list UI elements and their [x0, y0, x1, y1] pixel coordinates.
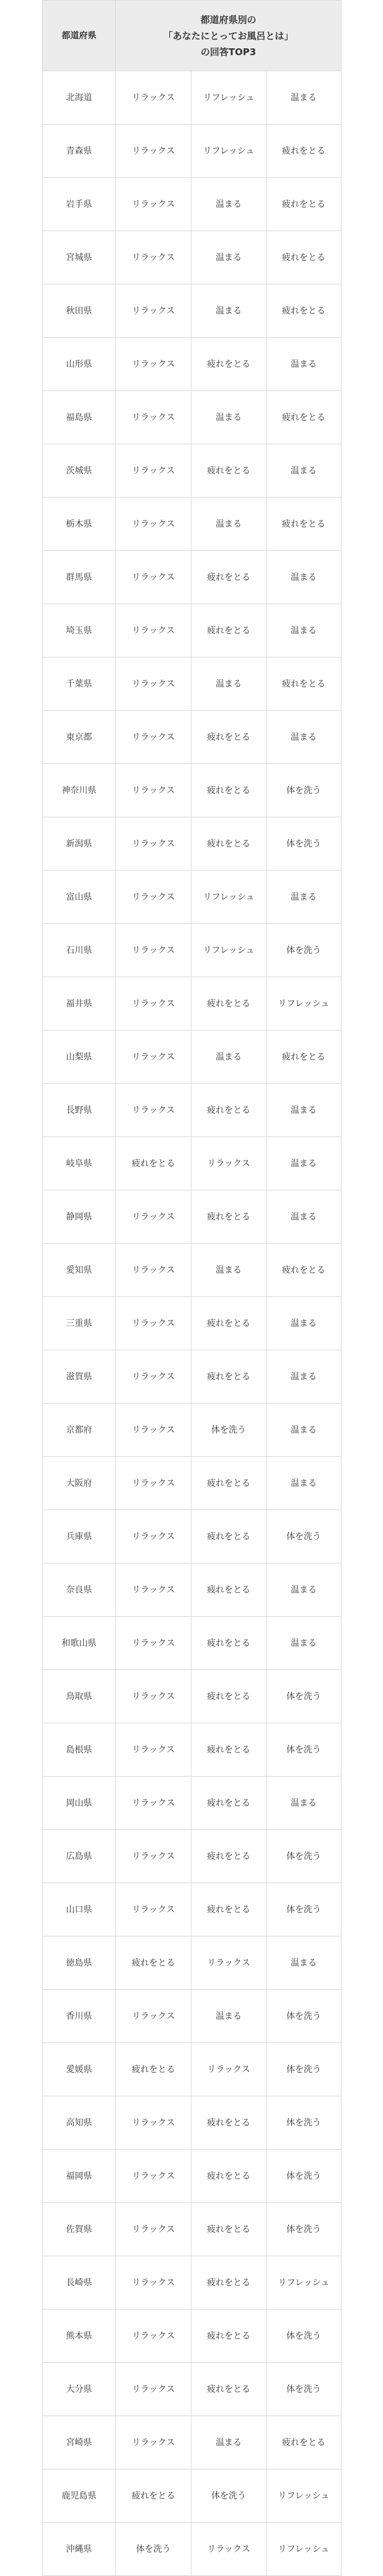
rank2-cell: 体を洗う	[192, 1404, 266, 1457]
rank1-cell: リラックス	[116, 284, 192, 338]
table-row	[43, 1883, 341, 1936]
table-header-row	[43, 1, 341, 71]
prefecture-cell: 山梨県	[43, 1031, 116, 1084]
rank3-cell: 疲れをとる	[266, 2416, 341, 2469]
rank3-cell: 疲れをとる	[266, 231, 341, 284]
prefecture-cell: 愛媛県	[43, 2043, 116, 2096]
prefecture-cell: 宮崎県	[43, 2416, 116, 2469]
rank3-cell: 体を洗う	[266, 2150, 341, 2203]
table-row	[43, 1777, 341, 1830]
rank1-cell: リラックス	[116, 2310, 192, 2363]
table-row	[43, 551, 341, 604]
rank1-cell: 疲れをとる	[116, 2469, 192, 2523]
rank3-cell: 体を洗う	[266, 1883, 341, 1936]
rank1-cell: 疲れをとる	[116, 2043, 192, 2096]
table-row	[43, 125, 341, 178]
prefecture-cell: 茨城県	[43, 444, 116, 498]
table-row	[43, 2363, 341, 2416]
prefecture-cell: 福島県	[43, 391, 116, 444]
rank3-cell: 温まる	[266, 551, 341, 604]
prefecture-cell: 栃木県	[43, 498, 116, 551]
rank1-cell: リラックス	[116, 764, 192, 817]
table-row	[43, 1990, 341, 2043]
table-row	[43, 2523, 341, 2576]
prefecture-cell: 香川県	[43, 1990, 116, 2043]
rank1-cell: 体を洗う	[116, 2523, 192, 2576]
table-row	[43, 71, 341, 125]
rank1-cell: 疲れをとる	[116, 1936, 192, 1990]
prefecture-cell: 岐阜県	[43, 1137, 116, 1190]
prefecture-cell: 滋賀県	[43, 1350, 116, 1404]
rank1-cell: リラックス	[116, 498, 192, 551]
rank2-cell: 温まる	[192, 1244, 266, 1297]
rank3-cell: 温まる	[266, 1617, 341, 1670]
prefecture-cell: 山形県	[43, 338, 116, 391]
table-row	[43, 2416, 341, 2469]
prefecture-cell: 沖縄県	[43, 2523, 116, 2576]
rank3-cell: 疲れをとる	[266, 284, 341, 338]
rank2-cell: 疲れをとる	[192, 1084, 266, 1137]
table-row	[43, 1084, 341, 1137]
prefecture-cell: 静岡県	[43, 1190, 116, 1244]
rank2-cell: 疲れをとる	[192, 2363, 266, 2416]
rank2-cell: 疲れをとる	[192, 444, 266, 498]
rank1-cell: リラックス	[116, 1457, 192, 1510]
table-row	[43, 2469, 341, 2523]
prefecture-bath-ranking-table	[42, 0, 341, 2576]
rank2-cell: 疲れをとる	[192, 1617, 266, 1670]
prefecture-cell: 福井県	[43, 977, 116, 1031]
rank1-cell: リラックス	[116, 444, 192, 498]
prefecture-cell: 長野県	[43, 1084, 116, 1137]
rank3-cell: 体を洗う	[266, 1510, 341, 1563]
table-row	[43, 1190, 341, 1244]
rank2-cell: 疲れをとる	[192, 338, 266, 391]
prefecture-cell: 埼玉県	[43, 604, 116, 657]
rank3-cell: 疲れをとる	[266, 498, 341, 551]
table-row	[43, 444, 341, 498]
rank1-cell: リラックス	[116, 551, 192, 604]
rank3-cell: リフレッシュ	[266, 2523, 341, 2576]
rank2-cell: 疲れをとる	[192, 1190, 266, 1244]
rank3-cell: 体を洗う	[266, 2310, 341, 2363]
rank1-cell: リラックス	[116, 977, 192, 1031]
rank1-cell: リラックス	[116, 2096, 192, 2150]
table-row	[43, 284, 341, 338]
prefecture-cell: 鳥取県	[43, 1670, 116, 1723]
prefecture-cell: 秋田県	[43, 284, 116, 338]
rank2-cell: 温まる	[192, 1990, 266, 2043]
rank2-cell: 疲れをとる	[192, 1883, 266, 1936]
rank3-cell: 温まる	[266, 604, 341, 657]
rank1-cell: リラックス	[116, 338, 192, 391]
rank2-cell: 温まる	[192, 2416, 266, 2469]
table-row	[43, 391, 341, 444]
table-row	[43, 977, 341, 1031]
prefecture-cell: 鹿児島県	[43, 2469, 116, 2523]
prefecture-cell: 愛知県	[43, 1244, 116, 1297]
rank1-cell: リラックス	[116, 2203, 192, 2256]
rank2-cell: 疲れをとる	[192, 1457, 266, 1510]
rank1-cell: リラックス	[116, 71, 192, 125]
prefecture-cell: 佐賀県	[43, 2203, 116, 2256]
rank2-cell: 疲れをとる	[192, 2150, 266, 2203]
rank1-cell: リラックス	[116, 924, 192, 977]
table-row	[43, 2043, 341, 2096]
rank3-cell: 疲れをとる	[266, 178, 341, 231]
rank2-cell: 疲れをとる	[192, 711, 266, 764]
table-row	[43, 1830, 341, 1883]
prefecture-cell: 山口県	[43, 1883, 116, 1936]
rank1-cell: 疲れをとる	[116, 1137, 192, 1190]
table-row	[43, 1350, 341, 1404]
rank2-cell: 温まる	[192, 498, 266, 551]
rank3-cell: 疲れをとる	[266, 1031, 341, 1084]
table-header	[43, 1, 341, 71]
table-row	[43, 1563, 341, 1617]
table-row	[43, 1510, 341, 1563]
prefecture-cell: 大分県	[43, 2363, 116, 2416]
table-row	[43, 338, 341, 391]
rank3-cell: 温まる	[266, 1350, 341, 1404]
rank3-cell: 体を洗う	[266, 1990, 341, 2043]
table-row	[43, 1936, 341, 1990]
rank2-cell: 温まる	[192, 1031, 266, 1084]
table-row	[43, 2150, 341, 2203]
table-row	[43, 178, 341, 231]
rank2-cell: 疲れをとる	[192, 2203, 266, 2256]
rank3-cell: 体を洗う	[266, 764, 341, 817]
rank3-cell: 体を洗う	[266, 2043, 341, 2096]
rank3-cell: 温まる	[266, 1190, 341, 1244]
prefecture-cell: 兵庫県	[43, 1510, 116, 1563]
table-row	[43, 1617, 341, 1670]
rank2-cell: 温まる	[192, 231, 266, 284]
ranking-table-container	[42, 0, 341, 2576]
table-row	[43, 1297, 341, 1350]
prefecture-cell: 和歌山県	[43, 1617, 116, 1670]
rank1-cell: リラックス	[116, 817, 192, 871]
rank1-cell: リラックス	[116, 657, 192, 711]
rank1-cell: リラックス	[116, 1244, 192, 1297]
table-row	[43, 1670, 341, 1723]
rank2-cell: 温まる	[192, 284, 266, 338]
rank3-cell: 温まる	[266, 444, 341, 498]
prefecture-cell: 宮城県	[43, 231, 116, 284]
rank2-cell: リフレッシュ	[192, 924, 266, 977]
rank2-cell: 疲れをとる	[192, 1297, 266, 1350]
prefecture-cell: 富山県	[43, 871, 116, 924]
rank1-cell: リラックス	[116, 1031, 192, 1084]
rank3-cell: 体を洗う	[266, 924, 341, 977]
rank2-cell: リラックス	[192, 1936, 266, 1990]
prefecture-cell: 新潟県	[43, 817, 116, 871]
header-prefecture: 都道府県	[43, 1, 116, 71]
rank1-cell: リラックス	[116, 1297, 192, 1350]
table-row	[43, 1457, 341, 1510]
prefecture-cell: 神奈川県	[43, 764, 116, 817]
rank1-cell: リラックス	[116, 1563, 192, 1617]
rank2-cell: 疲れをとる	[192, 604, 266, 657]
rank2-cell: リフレッシュ	[192, 871, 266, 924]
rank3-cell: 体を洗う	[266, 2203, 341, 2256]
table-row	[43, 2256, 341, 2310]
rank3-cell: 温まる	[266, 871, 341, 924]
rank1-cell: リラックス	[116, 231, 192, 284]
rank2-cell: 疲れをとる	[192, 2256, 266, 2310]
prefecture-cell: 島根県	[43, 1723, 116, 1777]
table-row	[43, 498, 341, 551]
rank1-cell: リラックス	[116, 2363, 192, 2416]
rank3-cell: 温まる	[266, 1084, 341, 1137]
table-row	[43, 231, 341, 284]
table-row	[43, 2203, 341, 2256]
table-row	[43, 2310, 341, 2363]
prefecture-cell: 三重県	[43, 1297, 116, 1350]
header-top3-line3: の回答TOP3	[200, 46, 257, 58]
table-row	[43, 764, 341, 817]
rank3-cell: 温まる	[266, 1563, 341, 1617]
prefecture-cell: 福岡県	[43, 2150, 116, 2203]
rank3-cell: リフレッシュ	[266, 2469, 341, 2523]
rank2-cell: 体を洗う	[192, 2469, 266, 2523]
rank2-cell: 疲れをとる	[192, 1563, 266, 1617]
rank1-cell: リラックス	[116, 1883, 192, 1936]
rank2-cell: リラックス	[192, 2523, 266, 2576]
rank3-cell: 温まる	[266, 1404, 341, 1457]
prefecture-cell: 長崎県	[43, 2256, 116, 2310]
rank2-cell: 温まる	[192, 391, 266, 444]
rank2-cell: 疲れをとる	[192, 2310, 266, 2363]
prefecture-cell: 大阪府	[43, 1457, 116, 1510]
rank2-cell: 疲れをとる	[192, 1723, 266, 1777]
rank3-cell: リフレッシュ	[266, 977, 341, 1031]
rank3-cell: 温まる	[266, 1297, 341, 1350]
rank1-cell: リラックス	[116, 1617, 192, 1670]
rank3-cell: リフレッシュ	[266, 2256, 341, 2310]
rank1-cell: リラックス	[116, 2150, 192, 2203]
rank1-cell: リラックス	[116, 2256, 192, 2310]
prefecture-cell: 青森県	[43, 125, 116, 178]
rank1-cell: リラックス	[116, 711, 192, 764]
rank3-cell: 温まる	[266, 1777, 341, 1830]
rank3-cell: 温まる	[266, 338, 341, 391]
rank1-cell: リラックス	[116, 391, 192, 444]
rank3-cell: 体を洗う	[266, 1723, 341, 1777]
table-row	[43, 657, 341, 711]
header-top3-title	[116, 1, 341, 71]
table-row	[43, 1244, 341, 1297]
header-top3-line1: 都道府県別の	[200, 14, 257, 25]
prefecture-cell: 北海道	[43, 71, 116, 125]
rank3-cell: 体を洗う	[266, 817, 341, 871]
rank1-cell: リラックス	[116, 1723, 192, 1777]
rank2-cell: 疲れをとる	[192, 1777, 266, 1830]
table-row	[43, 1404, 341, 1457]
table-row	[43, 1723, 341, 1777]
table-row	[43, 711, 341, 764]
rank3-cell: 体を洗う	[266, 2363, 341, 2416]
rank3-cell: 疲れをとる	[266, 391, 341, 444]
rank2-cell: 疲れをとる	[192, 1670, 266, 1723]
table-body	[43, 71, 341, 2576]
rank3-cell: 温まる	[266, 1137, 341, 1190]
table-row	[43, 817, 341, 871]
rank1-cell: リラックス	[116, 871, 192, 924]
rank2-cell: 温まる	[192, 657, 266, 711]
rank3-cell: 温まる	[266, 1457, 341, 1510]
rank1-cell: リラックス	[116, 2416, 192, 2469]
prefecture-cell: 熊本県	[43, 2310, 116, 2363]
rank3-cell: 体を洗う	[266, 1830, 341, 1883]
rank1-cell: リラックス	[116, 1830, 192, 1883]
rank3-cell: 温まる	[266, 711, 341, 764]
rank2-cell: 疲れをとる	[192, 1350, 266, 1404]
rank3-cell: 温まる	[266, 1936, 341, 1990]
prefecture-cell: 岡山県	[43, 1777, 116, 1830]
rank3-cell: 疲れをとる	[266, 125, 341, 178]
prefecture-cell: 奈良県	[43, 1563, 116, 1617]
rank2-cell: 疲れをとる	[192, 551, 266, 604]
rank2-cell: 疲れをとる	[192, 977, 266, 1031]
rank1-cell: リラックス	[116, 1190, 192, 1244]
prefecture-cell: 石川県	[43, 924, 116, 977]
rank1-cell: リラックス	[116, 1404, 192, 1457]
rank3-cell: 体を洗う	[266, 1670, 341, 1723]
rank3-cell: 疲れをとる	[266, 1244, 341, 1297]
rank2-cell: リラックス	[192, 2043, 266, 2096]
prefecture-cell: 京都府	[43, 1404, 116, 1457]
rank2-cell: 疲れをとる	[192, 2096, 266, 2150]
rank1-cell: リラックス	[116, 1350, 192, 1404]
table-row	[43, 2096, 341, 2150]
rank1-cell: リラックス	[116, 125, 192, 178]
rank1-cell: リラックス	[116, 1510, 192, 1563]
prefecture-cell: 高知県	[43, 2096, 116, 2150]
rank1-cell: リラックス	[116, 1777, 192, 1830]
prefecture-cell: 徳島県	[43, 1936, 116, 1990]
table-row	[43, 1031, 341, 1084]
prefecture-cell: 東京都	[43, 711, 116, 764]
rank2-cell: 疲れをとる	[192, 1830, 266, 1883]
rank2-cell: 疲れをとる	[192, 1510, 266, 1563]
header-top3-line2: 「あなたにとってお風呂とは」	[163, 30, 294, 42]
rank2-cell: 疲れをとる	[192, 817, 266, 871]
prefecture-cell: 広島県	[43, 1830, 116, 1883]
rank3-cell: 体を洗う	[266, 2096, 341, 2150]
prefecture-cell: 岩手県	[43, 178, 116, 231]
rank2-cell: リラックス	[192, 1137, 266, 1190]
rank3-cell: 温まる	[266, 71, 341, 125]
rank2-cell: リフレッシュ	[192, 125, 266, 178]
table-row	[43, 924, 341, 977]
table-row	[43, 871, 341, 924]
rank1-cell: リラックス	[116, 604, 192, 657]
rank2-cell: リフレッシュ	[192, 71, 266, 125]
rank1-cell: リラックス	[116, 178, 192, 231]
prefecture-cell: 千葉県	[43, 657, 116, 711]
table-row	[43, 1137, 341, 1190]
rank3-cell: 疲れをとる	[266, 657, 341, 711]
rank2-cell: 温まる	[192, 178, 266, 231]
rank2-cell: 疲れをとる	[192, 764, 266, 817]
prefecture-cell: 群馬県	[43, 551, 116, 604]
rank1-cell: リラックス	[116, 1990, 192, 2043]
rank1-cell: リラックス	[116, 1670, 192, 1723]
table-row	[43, 604, 341, 657]
rank1-cell: リラックス	[116, 1084, 192, 1137]
